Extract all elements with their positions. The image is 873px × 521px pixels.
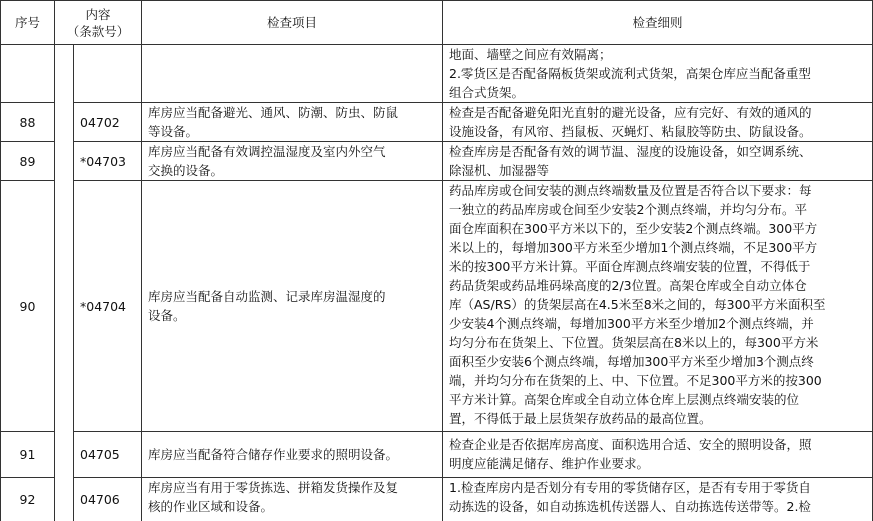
detail-line: 面积至少安装6个测点终端，每增加300平方米至少增加3个测点终: [449, 354, 814, 369]
item-line: 库房应当配备有效调控温湿度及室内外空气: [148, 144, 386, 159]
row-89-item: [142, 142, 442, 180]
detail-line: 均匀分布在货架上、下位置。货架层高在8米以上的，每300平方米: [449, 335, 819, 350]
item-line: 设备。: [148, 308, 186, 323]
clause-code: 04706: [80, 492, 120, 507]
detail-line: 米的按300平方米计算。平面仓库测点终端安装的位置，不得低于: [449, 259, 811, 274]
row-89-seq: [1, 142, 54, 180]
detail-line: 组合式货架。: [449, 85, 525, 100]
header-item: [142, 1, 442, 44]
row-91-seq: [1, 432, 54, 477]
row-92-detail: [443, 478, 872, 521]
detail-line: 动拣选的设备，如自动拣选机传送器人、自动拣选传送带等。2.检: [449, 499, 811, 514]
detail-line: 端，并均匀分布在货架的上、中、下位置。不足300平方米的按300: [449, 373, 822, 388]
detail-line: 米以上的，每增加300平方米至少增加1个测点终端，不足300平方: [449, 240, 818, 255]
detail-line: 地面、墙壁之间应有效隔离；: [449, 47, 612, 62]
clause-code: 04705: [80, 447, 120, 462]
seq-value: 89: [19, 153, 36, 169]
row-88-item: [142, 103, 442, 141]
row-90-code: [74, 181, 141, 431]
row-89-code: [74, 142, 141, 180]
item-line: 核的作业区域和设备。: [148, 499, 274, 514]
detail-line: 2.零货区是否配备隔板货架或流利式货架，高架仓库应当配备重型: [449, 66, 811, 81]
header-content-label: 内容: [85, 6, 111, 22]
header-content: [55, 1, 141, 44]
item-line: 库房应当有用于零货拣选、拼箱发货操作及复: [148, 480, 399, 495]
row-90-seq: [1, 181, 54, 431]
detail-line: 置，不得低于最上层货架存放药品的最高位置。: [449, 411, 712, 426]
detail-line: 面仓库面积在300平方米以下的，至少安装2个测点终端。300平方: [449, 221, 818, 236]
detail-line: 药品货架或药品堆码垛高度的2/3位置。高架仓库或全自动立体仓: [449, 278, 807, 293]
clause-code: *04704: [80, 298, 127, 314]
header-seq-label: 序号: [14, 15, 40, 30]
row-89-detail: [443, 142, 872, 180]
detail-line: 1.检查库房内是否划分有专用的零货储存区，是否有专用于零货自: [449, 480, 811, 495]
detail-line: 明度应能满足储存、维护作业要求。: [449, 456, 650, 471]
clause-code: 04702: [80, 114, 120, 130]
clause-code: *04703: [80, 153, 127, 169]
detail-line: 设施设备，有风帘、挡鼠板、灭蝇灯、粘鼠胶等防虫、防鼠设备。: [449, 124, 812, 139]
header-seq: [1, 1, 54, 44]
item-line: 库房应当配备自动监测、记录库房温湿度的: [148, 289, 386, 304]
header-clause-label: （条款号）: [66, 23, 130, 39]
row-90-detail: [443, 181, 872, 431]
row-88-code: [74, 103, 141, 141]
detail-line: 检查是否配备避免阳光直射的避光设备，应有完好、有效的通风的: [449, 105, 812, 120]
detail-line: 检查企业是否依据库房高度、面积选用合适、安全的照明设备，照: [449, 437, 812, 452]
seq-value: 90: [19, 298, 36, 314]
rule: [54, 0, 55, 521]
detail-line: 除湿机、加湿器等: [449, 163, 550, 178]
row-88-seq: [1, 103, 54, 141]
continuation-detail: [443, 45, 872, 102]
header-detail: [443, 1, 872, 44]
row-91-detail: [443, 432, 872, 477]
row-92-seq: [1, 478, 54, 521]
detail-line: 药品库房或仓间安装的测点终端数量及位置是否符合以下要求：每: [449, 183, 812, 198]
detail-line: 检查库房是否配备有效的调节温、湿度的设施设备，如空调系统、: [449, 144, 812, 159]
seq-value: 91: [19, 447, 36, 462]
seq-value: 88: [19, 114, 36, 130]
detail-line: 一独立的药品库房或仓间至少安装2个测点终端，并均匀分布。平: [449, 202, 807, 217]
row-92-code: [74, 478, 141, 521]
detail-line: 平方米计算。高架仓库或全自动立体仓库上层测点终端安装的位: [449, 392, 800, 407]
row-92-item: [142, 478, 442, 521]
row-88-detail: [443, 103, 872, 141]
item-line: 库房应当配备避光、通风、防潮、防虫、防鼠: [148, 105, 399, 120]
row-91-code: [74, 432, 141, 477]
item-line: 库房应当配备符合储存作业要求的照明设备。: [148, 447, 399, 462]
detail-line: 少安装4个测点终端，每增加300平方米至少增加2个测点终端，并: [449, 316, 814, 331]
item-line: 交换的设备。: [148, 163, 224, 178]
row-90-item: [142, 181, 442, 431]
seq-value: 92: [19, 492, 36, 507]
item-line: 等设备。: [148, 124, 199, 139]
row-91-item: [142, 432, 442, 477]
detail-line: 库（AS/RS）的货架层高在4.5米至8米之间的，每300平方米面积至: [449, 297, 826, 312]
header-detail-label: 检查细则: [632, 15, 683, 30]
header-item-label: 检查项目: [266, 15, 317, 30]
